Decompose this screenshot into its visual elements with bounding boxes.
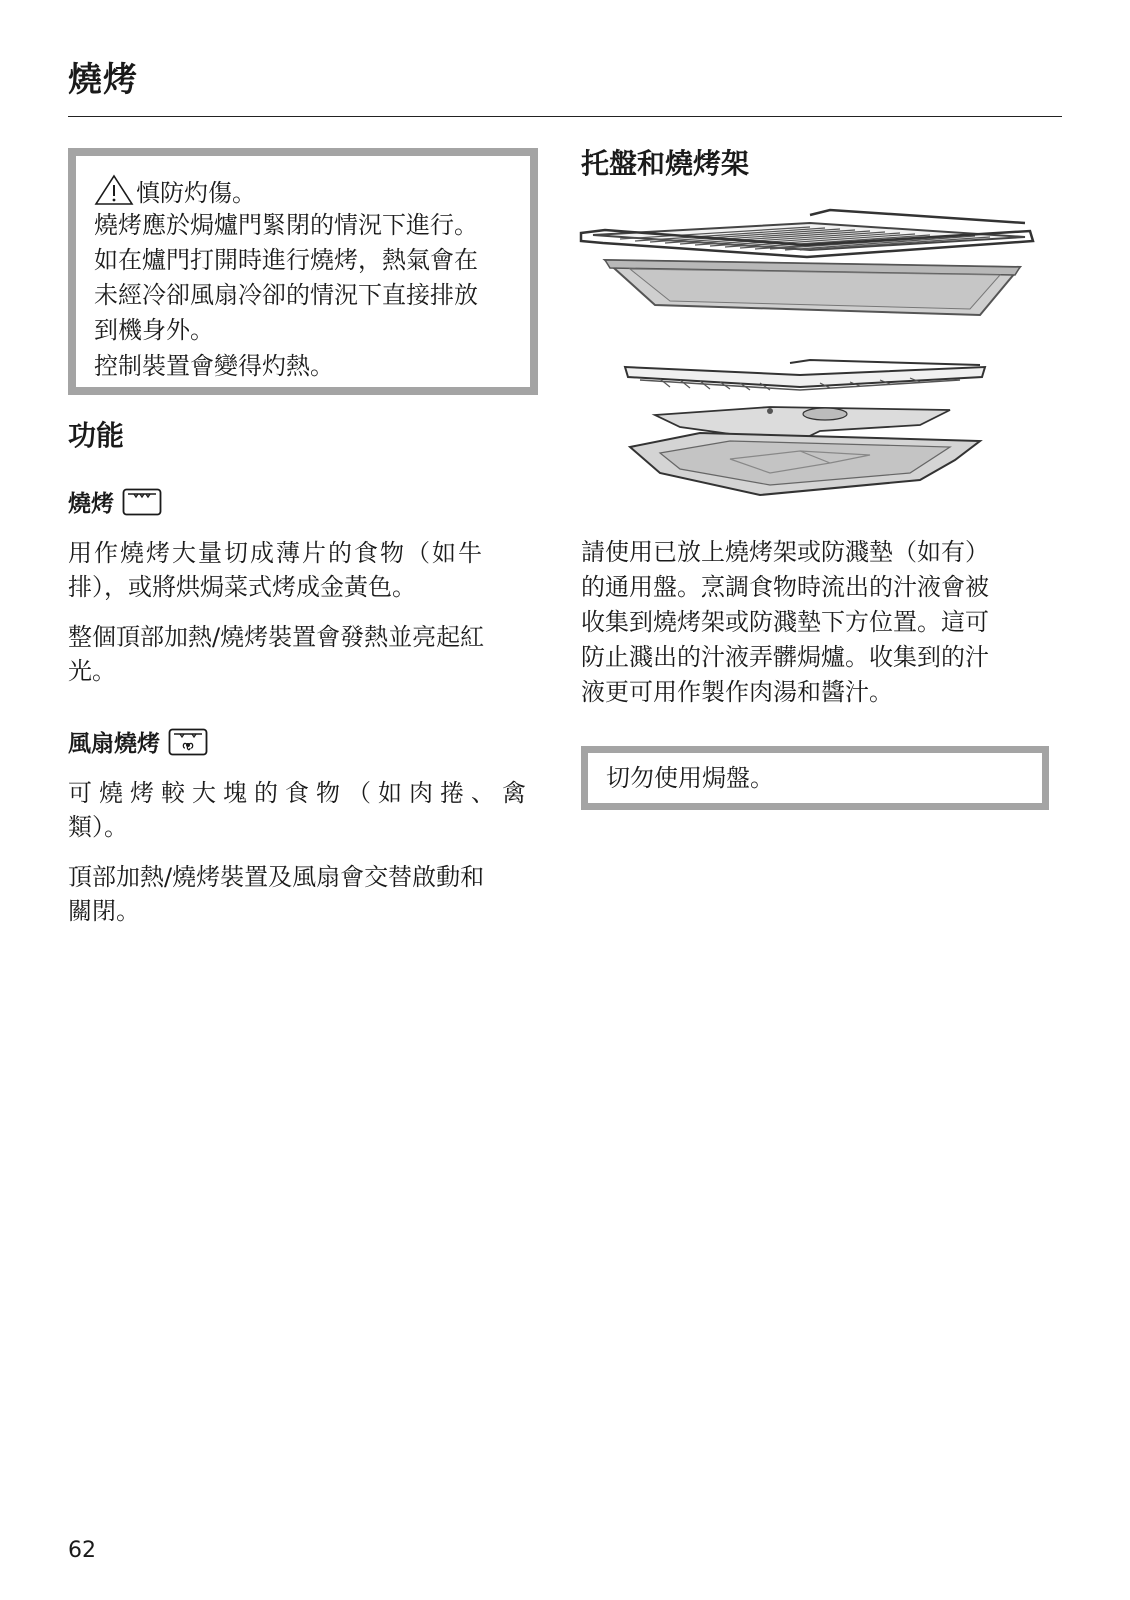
trays-heading: 托盤和燒烤架 xyxy=(581,147,750,180)
text-line: 用作燒烤大量切成薄片的食物（如牛 xyxy=(68,539,484,567)
warning-line: 未經冷卻風扇冷卻的情況下直接排放 xyxy=(94,281,478,309)
grill-description-1 xyxy=(68,536,540,604)
page-number: 62 xyxy=(68,1538,96,1563)
fan-grill-symbol-icon xyxy=(168,728,208,762)
text-line: 收集到燒烤架或防濺墊下方位置。這可 xyxy=(581,608,989,636)
grill-rack-on-tray-illustration xyxy=(575,205,1045,329)
trays-description xyxy=(581,535,1071,710)
text-line: 光。 xyxy=(68,657,116,685)
text-line: 排），或將烘焗菜式烤成金黃色。 xyxy=(68,573,416,601)
warning-box xyxy=(68,148,538,395)
page-title: 燒烤 xyxy=(68,60,138,100)
note-box xyxy=(581,746,1049,810)
fan-grill-heading xyxy=(68,725,208,762)
fan-grill-description-2 xyxy=(68,860,540,928)
text-line: 頂部加熱/燒烤裝置及風扇會交替啟動和 xyxy=(68,863,485,891)
title-divider xyxy=(68,116,1062,117)
fan-grill-description-1 xyxy=(68,776,540,844)
text-line: 請使用已放上燒烤架或防濺墊（如有） xyxy=(581,538,989,566)
warning-line: 燒烤應於焗爐門緊閉的情況下進行。 xyxy=(94,211,478,239)
functions-heading: 功能 xyxy=(68,419,125,452)
text-line: 類）。 xyxy=(68,813,128,841)
warning-heading: 慎防灼傷。 xyxy=(136,179,256,207)
note-text: 切勿使用焗盤。 xyxy=(606,764,774,792)
text-line: 液更可用作製作肉湯和醬汁。 xyxy=(581,678,893,706)
text-line: 關閉。 xyxy=(68,897,140,925)
grill-heading xyxy=(68,485,162,522)
text-line: 整個頂部加熱/燒烤裝置會發熱並亮起紅 xyxy=(68,623,485,651)
grill-label: 燒烤 xyxy=(68,491,114,517)
text-line: 的通用盤。烹調食物時流出的汁液會被 xyxy=(581,573,989,601)
text-line: 防止濺出的汁液弄髒焗爐。收集到的汁 xyxy=(581,643,989,671)
warning-line: 控制裝置會變得灼熱。 xyxy=(94,352,334,380)
text-line: 可燒烤較大塊的食物（如肉捲、禽 xyxy=(68,779,533,807)
warning-line: 到機身外。 xyxy=(94,316,214,344)
warning-line: 如在爐門打開時進行燒烤，熱氣會在 xyxy=(94,246,478,274)
grill-symbol-icon xyxy=(122,488,162,522)
exploded-rack-mat-tray-illustration xyxy=(620,355,1000,519)
fan-grill-label: 風扇燒烤 xyxy=(68,731,160,757)
grill-description-2 xyxy=(68,620,540,688)
